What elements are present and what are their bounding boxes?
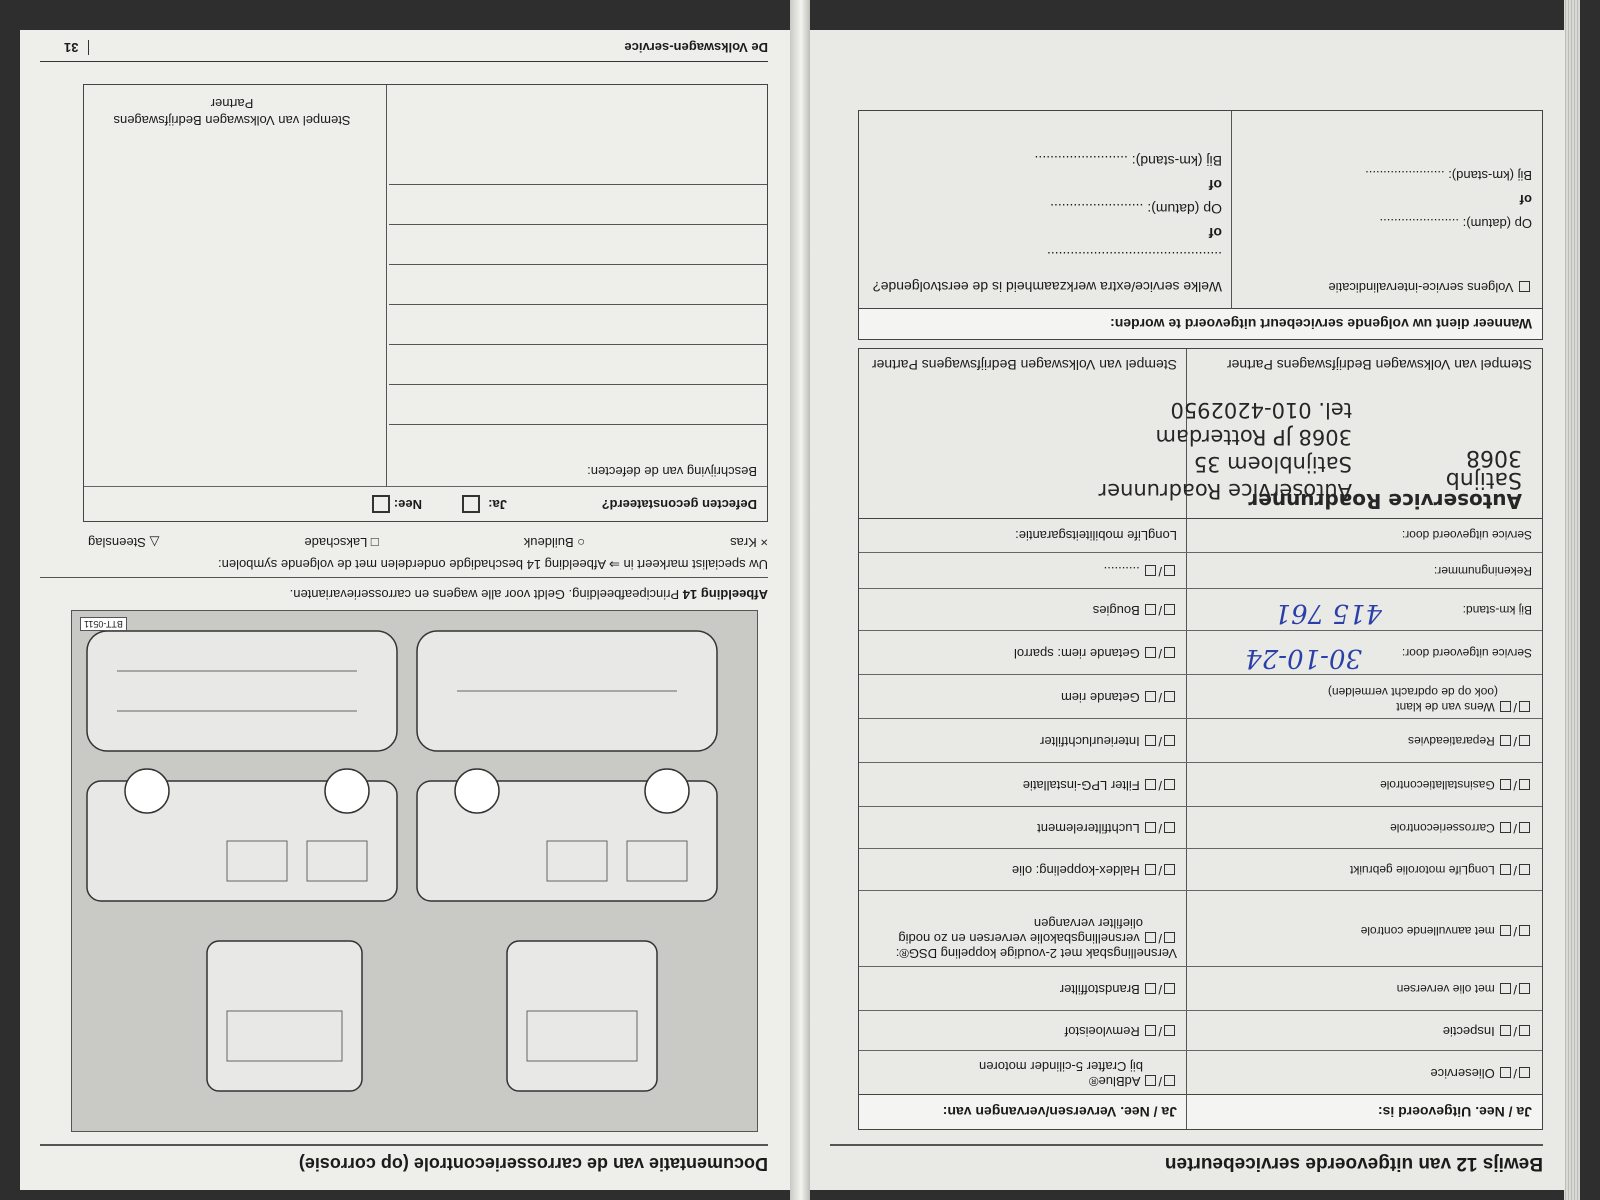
checkbox[interactable] — [1519, 1067, 1530, 1078]
symbol-kras: × Kras — [730, 535, 768, 550]
item-label: LongLife mobiliteitsgarantie: — [1015, 528, 1177, 543]
service-record-page — [810, 30, 1565, 1190]
table-row: / Gasinstallatiecontrole / Filter LPG-installatie — [859, 762, 1542, 807]
checkbox[interactable] — [1145, 647, 1156, 658]
item-label: Rekeningnummer: — [1433, 564, 1532, 578]
stamp-line: Autoservice Roadrunner — [1248, 489, 1522, 513]
writing-line — [389, 424, 767, 425]
table-row: / met olie verversen / Brandstoffilter — [859, 966, 1542, 1011]
table-row: / LongLife motorolie gebruikt / Haldex-koppeling: olie — [859, 848, 1542, 891]
next-service-left: Volgens service-intervalindicatie Op (datum): ...................... of Bij (km-stand): ...................... — [1328, 168, 1532, 295]
table-row: Service uitgevoerd door: 30-10-24 / Getande riem: sparrol — [859, 630, 1542, 675]
stamp-label: Stempel van Volkswagen Bedrijfswagens Partner — [1226, 357, 1532, 373]
item-label: Gasinstallatiecontrole — [1380, 778, 1495, 792]
item-label: Bij km-stand: — [1462, 603, 1532, 617]
writing-line — [389, 344, 767, 345]
item-label: Getande riem — [1060, 690, 1140, 705]
checkbox[interactable] — [1500, 1067, 1511, 1078]
checkbox[interactable] — [1164, 735, 1175, 746]
item-label: Inspectie — [1442, 1024, 1495, 1039]
van-front-view — [507, 941, 657, 1091]
checkbox[interactable] — [1145, 735, 1156, 746]
item-label: met olie verversen — [1396, 982, 1495, 996]
symbol-buildeuk: ○ Buildeuk — [523, 535, 586, 550]
stamp-line: Satijnb — [1445, 467, 1522, 492]
checkbox[interactable] — [1519, 1025, 1530, 1036]
checkbox[interactable] — [1500, 735, 1511, 746]
checkbox[interactable] — [1145, 822, 1156, 833]
item-label: Bij (km-stand): — [1131, 153, 1222, 169]
table-row: / Inspectie / Remvloeistof — [859, 1010, 1542, 1051]
table-row — [859, 517, 1542, 553]
checkbox[interactable] — [1145, 932, 1156, 943]
checkbox[interactable] — [1145, 983, 1156, 994]
symbol-lakschade: □ Lakschade — [304, 535, 379, 550]
item-label: of — [1519, 192, 1532, 207]
writing-line — [389, 224, 767, 225]
checkbox[interactable] — [1164, 565, 1175, 576]
handwritten-km: 415 761 — [1274, 598, 1382, 628]
no-label: Nee: — [393, 497, 422, 512]
item-label: Bij (km-stand): — [1448, 168, 1532, 183]
van-diagram-figure — [71, 610, 758, 1132]
handwritten-date: 30-10-24 — [1245, 643, 1362, 673]
stamp-area — [858, 348, 1543, 518]
checkbox[interactable] — [1145, 864, 1156, 875]
instruction-text: Uw specialist markeert in ⇒ Afbeelding 14 beschadigde onderdelen met de volgende symbolen: — [218, 557, 768, 572]
dealer-stamp — [1099, 396, 1352, 504]
item-label: Op (datum): — [1147, 201, 1222, 217]
dealer-stamp-label — [97, 95, 367, 129]
checkbox[interactable] — [1164, 647, 1175, 658]
table-row: Bij km-stand: 415 761 / Bougies — [859, 588, 1542, 631]
figure-caption — [290, 587, 768, 602]
column-divider — [386, 85, 387, 487]
item-label: Bougies — [1092, 603, 1140, 618]
item-label: Luchtfilterelement — [1037, 821, 1140, 836]
stamp-line: 3068 — [1466, 445, 1522, 470]
van-rear-view — [207, 941, 362, 1091]
checkbox[interactable] — [1500, 864, 1511, 875]
checkbox[interactable] — [1519, 983, 1530, 994]
symbol-legend — [88, 534, 768, 550]
item-label: met aanvullende controle — [1360, 924, 1495, 938]
title-rule — [830, 1144, 1543, 1146]
running-footer — [40, 40, 768, 62]
stamp-label-line: Partner — [210, 96, 254, 111]
figure-caption-bold: Afbeelding 14 — [682, 587, 768, 602]
next-service-header — [859, 308, 1542, 339]
figure-caption-text: Principeafbeelding. Geldt voor alle wagens en carrosserievarianten. — [289, 587, 680, 602]
symbol-steenslag: △ Steenslag — [88, 535, 160, 550]
stamp-line: Satijnbloem 35 — [1193, 452, 1352, 476]
checkbox[interactable] — [1145, 691, 1156, 702]
checkbox[interactable] — [1519, 864, 1530, 875]
checkbox[interactable] — [1145, 1025, 1156, 1036]
checkbox[interactable] — [1519, 779, 1530, 790]
van-underside-view — [87, 631, 397, 751]
checkbox[interactable] — [1500, 983, 1511, 994]
checkbox[interactable] — [1164, 691, 1175, 702]
checkbox[interactable] — [1519, 822, 1530, 833]
defects-label: Defecten geconstateerd? — [601, 497, 757, 512]
checkbox[interactable] — [1500, 1025, 1511, 1036]
checkbox[interactable] — [1145, 604, 1156, 615]
checkbox[interactable] — [1519, 281, 1530, 292]
checkbox[interactable] — [1500, 925, 1511, 936]
yes-label: Ja: — [488, 497, 507, 512]
item-label: bij Crafter 5-cilinder motoren — [978, 1059, 1143, 1074]
book-spine — [790, 0, 810, 1200]
item-label: of — [1208, 225, 1222, 241]
table-row: / Wens van de klant (ook op de opdracht vermelden) / Getande riem — [859, 674, 1542, 719]
checkbox[interactable] — [1164, 779, 1175, 790]
section-name: De Volkswagen-service — [624, 40, 768, 55]
writing-line — [389, 384, 767, 385]
stamp-line: 3068 JP Rotterdam — [1155, 425, 1352, 449]
item-label: Service uitgevoerd door: — [1401, 646, 1532, 660]
stamp-label: Stempel van Volkswagen Bedrijfswagens Partner — [871, 357, 1177, 373]
writing-line — [389, 304, 767, 305]
item-label: Welke service/extra werkzaamheid is de eerstvolgende? — [872, 279, 1222, 295]
checkbox[interactable] — [1519, 735, 1530, 746]
item-label: Reparatieadvies — [1408, 734, 1495, 748]
checkbox[interactable] — [1164, 864, 1175, 875]
next-service-title: Wanneer dient uw volgende servicebeurt uitgevoerd te worden: — [1110, 316, 1532, 332]
checkbox[interactable] — [1500, 779, 1511, 790]
item-label: Brandstoffilter — [1059, 982, 1140, 997]
page-number: 31 — [64, 40, 89, 55]
caption-rule — [40, 577, 768, 578]
item-label: versnellingsbakolie verversen en zo nodig — [898, 931, 1140, 946]
figure-code: BTT-0511 — [80, 617, 127, 631]
item-label: Filter LPG-installatie — [1022, 778, 1140, 793]
page-title: Documentatie van de carrosseriecontrole (op corrosie) — [298, 1154, 768, 1174]
table-row: / met aanvullende controle Versnellingsbak met 2-voudige koppeling DSG®: / versnellingsbakolie verversen en zo nodig oliefilter vervangen — [859, 890, 1542, 967]
item-label: Service uitgevoerd door: — [1401, 528, 1532, 542]
checkbox[interactable] — [1145, 565, 1156, 576]
service-table — [858, 518, 1543, 1130]
item-label: LongLife motorolie gebruikt — [1349, 863, 1495, 877]
item-label: Volgens service-intervalindicatie — [1328, 280, 1514, 295]
service-table-header — [859, 1094, 1542, 1129]
checkbox[interactable] — [1145, 1075, 1156, 1086]
writing-line — [389, 184, 767, 185]
item-label: Interieurluchtfilter — [1040, 734, 1140, 749]
defects-table — [83, 84, 768, 522]
item-label: oliefilter vervangen — [1033, 916, 1143, 931]
table-row: Rekeningnummer: / .......... — [859, 552, 1542, 589]
checkbox[interactable] — [1164, 983, 1175, 994]
stamp-line: Autoservice Roadrunner — [1098, 479, 1352, 503]
stamp-label-line: Stempel van Volkswagen Bedrijfswagens — [113, 113, 351, 128]
checkbox[interactable] — [1164, 1025, 1175, 1036]
col-left-header: Ja / Nee. Uitgevoerd is: — [1377, 1104, 1532, 1120]
no-checkbox[interactable] — [372, 495, 390, 513]
yes-checkbox[interactable] — [462, 495, 480, 513]
stamp-line: tel. 010-4202950 — [1170, 398, 1352, 422]
table-row: / Olieservice / AdBlue® bij Crafter 5-cilinder motoren — [859, 1050, 1542, 1095]
title-rule — [40, 1144, 768, 1146]
checkbox[interactable] — [1519, 925, 1530, 936]
item-label: Op (datum): — [1462, 216, 1532, 231]
item-label: AdBlue® — [1088, 1074, 1141, 1089]
next-service-table — [858, 110, 1543, 340]
checkbox[interactable] — [1500, 701, 1511, 712]
item-label: (ook op de opdracht vermelden) — [1327, 685, 1498, 699]
bodywork-check-page — [20, 30, 790, 1190]
column-divider — [1231, 111, 1232, 309]
checkbox[interactable] — [1519, 701, 1530, 712]
checkbox[interactable] — [1164, 822, 1175, 833]
item-label: Wens van de klant — [1396, 700, 1495, 714]
checkbox[interactable] — [1500, 822, 1511, 833]
item-label: Carrosseriecontrole — [1390, 821, 1495, 835]
item-label: of — [1208, 177, 1222, 193]
page-stack-edge — [1564, 0, 1580, 1200]
defects-question-row — [84, 486, 767, 521]
item-label: Haldex-koppeling: olie — [1011, 863, 1140, 878]
next-service-right: Welke service/extra werkzaamheid is de eerstvolgende? ............................................. of Op (datum): ........................ of Bij (km-stand): ........................ — [872, 149, 1222, 299]
checkbox[interactable] — [1164, 1075, 1175, 1086]
item-label: Versnellingsbak met 2-voudige koppeling DSG®: — [895, 946, 1177, 961]
item-label: Getande riem: sparrol — [1014, 646, 1140, 661]
checkbox[interactable] — [1164, 604, 1175, 615]
table-row: / Carrosseriecontrole / Luchtfilterelement — [859, 806, 1542, 849]
checkbox[interactable] — [1145, 779, 1156, 790]
col-right-header: Ja / Nee. Verversen/vervangen van: — [942, 1104, 1177, 1120]
page-title: Bewijs 12 van uitgevoerde servicebeurten — [1164, 1153, 1543, 1174]
checkbox[interactable] — [1164, 932, 1175, 943]
item-label: Olieservice — [1430, 1066, 1495, 1081]
description-label: Beschrijving van de defecten: — [587, 464, 757, 479]
item-label: Remvloeistof — [1064, 1024, 1140, 1039]
van-diagram — [72, 611, 757, 1131]
table-row: / Reparatieadvies / Interieurluchtfilter — [859, 718, 1542, 763]
writing-line — [389, 264, 767, 265]
